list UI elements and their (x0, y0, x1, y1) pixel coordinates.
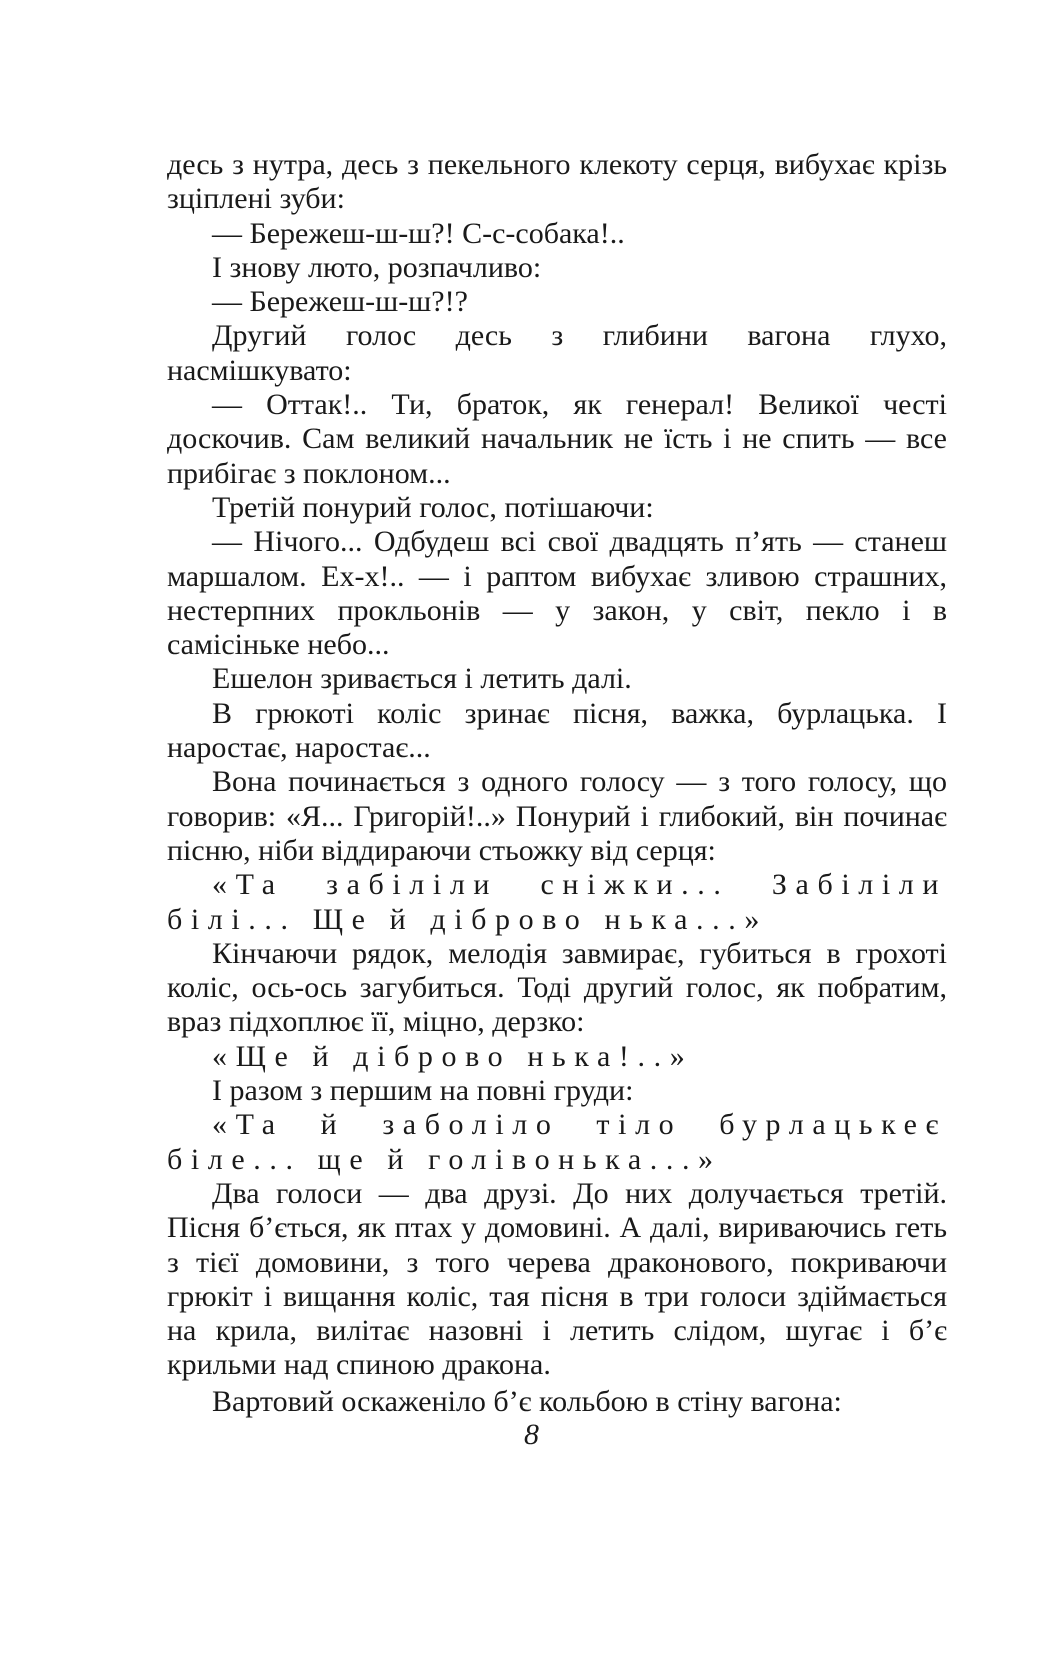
page-number: 8 (524, 1418, 539, 1451)
paragraph-11: Вона починається з одного голосу — з того голосу, що говорив: «Я... Григорій!..» Понурий і глибокий, він починає пісню, ніби віддираючи стьожку від серця: (167, 765, 947, 867)
paragraph-9: Ешелон зривається і летить далі. (212, 662, 632, 696)
song-line-3: «Та й заболіло тіло бурлацькеє біле... ще й голівонька...» (167, 1108, 947, 1176)
paragraph-6: — Оттак!.. Ти, браток, як генерал! Великої честі доскочив. Сам великий начальник не їсть і не спить — все прибігає з поклоном... (167, 388, 947, 490)
paragraph-5: Другий голос десь з глибини вагона глухо, насмішкувато: (167, 319, 947, 387)
paragraph-18: Вартовий оскаженіло б’є кольбою в стіну вагона: (212, 1384, 842, 1418)
paragraph-10: В грюкоті коліс зринає пісня, важка, бурлацька. І наростає, наростає... (167, 696, 947, 765)
paragraph-13: Кінчаючи рядок, мелодія завмирає, губиться в грохоті коліс, ось-ось загубиться. Тоді другий голос, як побратим, враз підхоплює її, міцно, дерзко: (167, 936, 947, 1039)
paragraph-17: Два голоси — два друзі. До них долучається третій. Пісня б’ється, як птах у домовині. А далі, вириваючись геть з тієї домовини, з того черева драконового, покриваючи грюкіт і вищання коліс, тая пісня в три голоси здіймається на крила, вилітає назовні і летить слідом, шугає і б’є крильми над спиною дракона. (167, 1176, 947, 1382)
paragraph-7: Третій понурий голос, потішаючи: (212, 490, 654, 524)
paragraph-2: — Бережеш-ш-ш?! С-с-собака!.. (212, 216, 625, 250)
paragraph-3: І знову люто, розпачливо: (212, 250, 542, 284)
song-line-1: «Та забіліли сніжки... Забіліли білі... Ще й діброво нька...» (167, 868, 947, 936)
body-text (167, 148, 947, 1419)
paragraph-1: десь з нутра, десь з пекельного клекоту серця, вибухає крізь зціплені зуби: (167, 148, 947, 216)
paragraph-8: — Нічого... Одбудеш всі свої двадцять п’ять — станеш маршалом. Ех-х!.. — і раптом вибухає зливою страшних, нестерпних прокльонів — у закон, у світ, пекло і в самісіньке небо... (167, 525, 947, 662)
song-line-2: «Ще й діброво нька!..» (212, 1039, 694, 1073)
paragraph-4: — Бережеш-ш-ш?!? (212, 285, 468, 319)
paragraph-15: І разом з першим на повні груди: (212, 1074, 634, 1108)
